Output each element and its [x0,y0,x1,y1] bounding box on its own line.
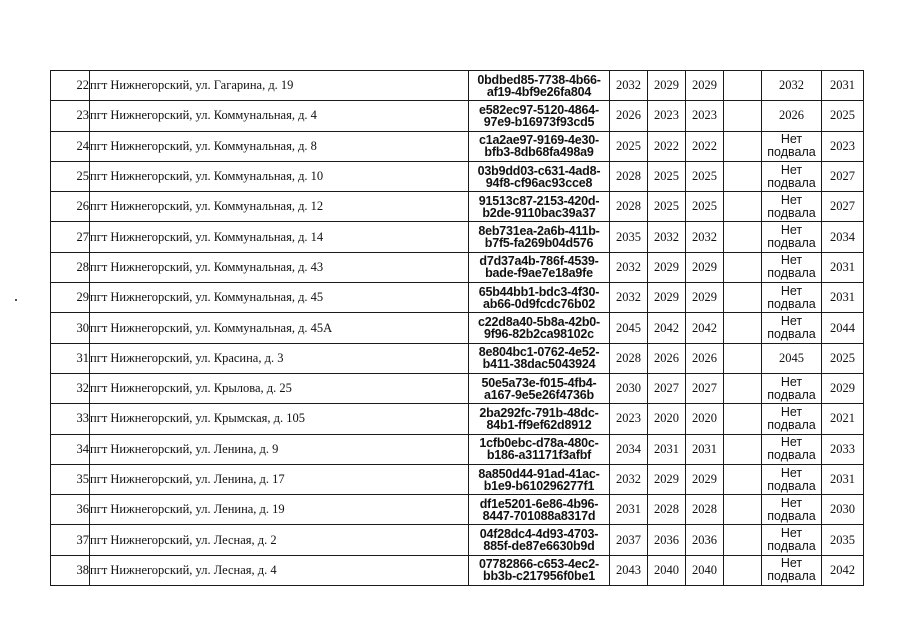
basement-cell [762,343,822,373]
basement-cell [762,434,822,464]
basement-line-1: Нет [780,465,803,480]
building-id-cell [469,434,610,464]
building-id-cell [469,343,610,373]
building-id-part-1: 8e804bc1-0762-4e52- [478,345,600,360]
year-cell-2: 2040 [648,555,686,585]
year-cell-6: 2025 [822,101,864,131]
year-cell-2: 2020 [648,404,686,434]
row-number: 22 [51,71,90,101]
address-cell: пгт Нижнегорский, ул. Крымская, д. 105 [90,404,469,434]
basement-line-1: Нет [780,404,803,419]
row-number: 30 [51,313,90,343]
basement-line-1: Нет [780,495,803,510]
year-cell-1: 2030 [610,373,648,403]
year-cell-2: 2036 [648,525,686,555]
year-cell-6: 2042 [822,555,864,585]
row-number: 35 [51,464,90,494]
address-cell: пгт Нижнегорский, ул. Коммунальная, д. 45 [90,283,469,313]
building-id-part-2: bfb3-8db68fa498a9 [484,145,594,160]
year-cell-2: 2022 [648,131,686,161]
basement-line-1: Нет [780,526,803,541]
year-cell-4 [724,283,762,313]
basement-line-2: подвала [767,327,816,342]
year-cell-6: 2035 [822,525,864,555]
year-cell-3: 2022 [686,131,724,161]
basement-cell [762,222,822,252]
basement-line-2: подвала [767,387,816,402]
address-cell: пгт Нижнегорский, ул. Ленина, д. 17 [90,464,469,494]
address-cell: пгт Нижнегорский, ул. Коммунальная, д. 10 [90,161,469,191]
building-id-part-1: 8a850d44-91ad-41ac- [478,466,600,481]
row-number: 28 [51,252,90,282]
year-cell-6: 2033 [822,434,864,464]
table-row [51,434,864,464]
year-cell-3: 2028 [686,495,724,525]
year-cell-4 [724,252,762,282]
year-cell-4 [724,161,762,191]
year-cell-4 [724,131,762,161]
year-cell-3: 2031 [686,434,724,464]
basement-line-1: 2032 [779,78,804,93]
year-cell-6: 2023 [822,131,864,161]
year-cell-6: 2027 [822,161,864,191]
building-id-cell [469,131,610,161]
year-cell-2: 2029 [648,252,686,282]
building-id-part-2: b186-a31171f3afbf [486,448,592,463]
building-id-cell [469,373,610,403]
basement-cell [762,161,822,191]
address-cell: пгт Нижнегорский, ул. Коммунальная, д. 8 [90,131,469,161]
row-number: 25 [51,161,90,191]
basement-line-2: подвала [767,508,816,523]
table-row [51,192,864,222]
row-number: 33 [51,404,90,434]
address-cell: пгт Нижнегорский, ул. Лесная, д. 2 [90,525,469,555]
building-id-part-1: e582ec97-5120-4864- [479,102,599,117]
table-row [51,404,864,434]
building-id-part-1: 2ba292fc-791b-48dc- [479,405,599,420]
row-number: 38 [51,555,90,585]
year-cell-2: 2023 [648,101,686,131]
year-cell-4 [724,555,762,585]
address-cell: пгт Нижнегорский, ул. Коммунальная, д. 12 [90,192,469,222]
year-cell-6: 2029 [822,373,864,403]
table-row [51,343,864,373]
row-number: 31 [51,343,90,373]
address-cell: пгт Нижнегорский, ул. Коммунальная, д. 45А [90,313,469,343]
row-number: 34 [51,434,90,464]
year-cell-2: 2029 [648,71,686,101]
address-cell: пгт Нижнегорский, ул. Коммунальная, д. 14 [90,222,469,252]
year-cell-3: 2040 [686,555,724,585]
year-cell-1: 2045 [610,313,648,343]
basement-line-1: Нет [780,162,803,177]
table-row [51,252,864,282]
building-id-cell [469,161,610,191]
year-cell-4 [724,373,762,403]
year-cell-3: 2026 [686,343,724,373]
year-cell-3: 2029 [686,252,724,282]
basement-line-2: подвала [767,417,816,432]
housing-registry-table [50,70,864,586]
row-number: 24 [51,131,90,161]
basement-cell [762,464,822,494]
basement-line-1: Нет [780,192,803,207]
year-cell-1: 2037 [610,525,648,555]
year-cell-3: 2025 [686,192,724,222]
year-cell-6: 2044 [822,313,864,343]
building-id-cell [469,404,610,434]
year-cell-3: 2029 [686,283,724,313]
basement-cell [762,404,822,434]
building-id-part-2: 8447-701088a8317d [482,508,596,523]
basement-line-1: Нет [780,556,803,571]
year-cell-6: 2027 [822,192,864,222]
building-id-part-2: 94f8-cf96ac93cce8 [485,175,593,190]
year-cell-4 [724,434,762,464]
year-cell-2: 2029 [648,283,686,313]
building-id-part-2: ab66-0d9fcdc76b02 [483,296,595,311]
building-id-cell [469,252,610,282]
table-row [51,101,864,131]
year-cell-1: 2032 [610,283,648,313]
year-cell-1: 2028 [610,343,648,373]
address-cell: пгт Нижнегорский, ул. Ленина, д. 19 [90,495,469,525]
building-id-part-1: c1a2ae97-9169-4e30- [479,133,599,148]
year-cell-2: 2026 [648,343,686,373]
basement-cell [762,313,822,343]
basement-cell [762,101,822,131]
year-cell-6: 2031 [822,71,864,101]
basement-line-1: Нет [780,374,803,389]
year-cell-2: 2032 [648,222,686,252]
row-number: 37 [51,525,90,555]
year-cell-4 [724,313,762,343]
table-row [51,555,864,585]
basement-cell [762,192,822,222]
table-row [51,71,864,101]
address-cell: пгт Нижнегорский, ул. Гагарина, д. 19 [90,71,469,101]
year-cell-2: 2029 [648,464,686,494]
basement-line-1: 2045 [779,350,804,365]
building-id-part-1: 8eb731ea-2a6b-411b- [478,224,600,239]
basement-line-2: подвала [767,296,816,311]
building-id-part-2: 84b1-ff9ef62d8912 [486,417,592,432]
basement-line-1: Нет [780,223,803,238]
building-id-part-2: b411-38dac5043924 [482,357,596,372]
year-cell-1: 2031 [610,495,648,525]
year-cell-6: 2021 [822,404,864,434]
row-number: 36 [51,495,90,525]
basement-line-2: подвала [767,266,816,281]
basement-line-2: подвала [767,478,816,493]
building-id-part-2: b1e9-b610296277f1 [483,478,595,493]
basement-line-2: подвала [767,145,816,160]
year-cell-4 [724,343,762,373]
basement-cell [762,131,822,161]
basement-cell [762,555,822,585]
building-id-part-1: 50e5a73e-f015-4fb4- [481,375,597,390]
building-id-part-2: af19-4bf9e26fa804 [486,84,592,99]
year-cell-4 [724,71,762,101]
year-cell-2: 2031 [648,434,686,464]
building-id-part-2: a167-9e5e26f4736b [484,387,594,402]
building-id-cell [469,464,610,494]
year-cell-1: 2034 [610,434,648,464]
year-cell-1: 2043 [610,555,648,585]
year-cell-4 [724,495,762,525]
basement-line-1: 2026 [779,108,804,123]
basement-cell [762,373,822,403]
year-cell-1: 2028 [610,161,648,191]
year-cell-4 [724,525,762,555]
building-id-part-1: 91513c87-2153-420d- [478,193,600,208]
year-cell-1: 2032 [610,464,648,494]
row-number: 29 [51,283,90,313]
table-row [51,464,864,494]
year-cell-1: 2028 [610,192,648,222]
year-cell-3: 2020 [686,404,724,434]
year-cell-2: 2042 [648,313,686,343]
year-cell-2: 2028 [648,495,686,525]
address-cell: пгт Нижнегорский, ул. Красина, д. 3 [90,343,469,373]
basement-cell [762,495,822,525]
building-id-part-1: 04f28dc4-4d93-4703- [479,527,599,542]
row-number: 27 [51,222,90,252]
basement-line-1: Нет [780,283,803,298]
table-row [51,313,864,343]
building-id-part-1: df1e5201-6e86-4b96- [479,496,599,511]
basement-line-1: Нет [780,253,803,268]
table-row [51,495,864,525]
stray-mark [15,299,17,301]
building-id-part-2: b7f5-fa269b04d576 [484,236,594,251]
building-id-part-2: 9f96-82b2ca98102c [484,327,594,342]
year-cell-1: 2026 [610,101,648,131]
year-cell-4 [724,192,762,222]
building-id-cell [469,525,610,555]
address-cell: пгт Нижнегорский, ул. Крылова, д. 25 [90,373,469,403]
year-cell-6: 2031 [822,283,864,313]
building-id-part-1: c22d8a40-5b8a-42b0- [478,315,600,330]
basement-line-2: подвала [767,539,816,554]
year-cell-4 [724,464,762,494]
year-cell-3: 2023 [686,101,724,131]
building-id-cell [469,192,610,222]
basement-cell [762,283,822,313]
address-cell: пгт Нижнегорский, ул. Коммунальная, д. 4 [90,101,469,131]
year-cell-4 [724,404,762,434]
building-id-cell [469,71,610,101]
year-cell-6: 2034 [822,222,864,252]
building-id-part-2: bb3b-c217956f0be1 [483,569,595,584]
table-row [51,222,864,252]
basement-cell [762,71,822,101]
year-cell-2: 2027 [648,373,686,403]
table-row [51,161,864,191]
basement-line-2: подвала [767,569,816,584]
building-id-part-1: 1cfb0ebc-d78a-480c- [479,436,599,451]
table-row [51,525,864,555]
row-number: 23 [51,101,90,131]
basement-line-2: подвала [767,175,816,190]
building-id-part-2: 97e9-b16973f93cd5 [483,114,595,129]
building-id-part-1: 03b9dd03-c631-4ad8- [477,163,601,178]
year-cell-1: 2032 [610,71,648,101]
row-number: 26 [51,192,90,222]
building-id-part-1: 65b44bb1-bdc3-4f30- [478,284,600,299]
building-id-part-2: 885f-de87e6630b9d [483,539,595,554]
year-cell-1: 2035 [610,222,648,252]
building-id-cell [469,101,610,131]
basement-cell [762,525,822,555]
basement-line-2: подвала [767,236,816,251]
building-id-cell [469,555,610,585]
year-cell-2: 2025 [648,192,686,222]
building-id-part-1: 0bdbed85-7738-4b66- [477,72,601,87]
year-cell-4 [724,222,762,252]
table-row [51,131,864,161]
building-id-cell [469,495,610,525]
table-row [51,373,864,403]
address-cell: пгт Нижнегорский, ул. Ленина, д. 9 [90,434,469,464]
year-cell-1: 2032 [610,252,648,282]
year-cell-3: 2036 [686,525,724,555]
building-id-cell [469,222,610,252]
basement-line-2: подвала [767,205,816,220]
basement-line-2: подвала [767,448,816,463]
year-cell-3: 2029 [686,71,724,101]
year-cell-6: 2031 [822,464,864,494]
year-cell-3: 2029 [686,464,724,494]
address-cell: пгт Нижнегорский, ул. Коммунальная, д. 43 [90,252,469,282]
basement-cell [762,252,822,282]
building-id-part-1: 07782866-c653-4ec2- [479,557,599,572]
basement-line-1: Нет [780,314,803,329]
table-row [51,283,864,313]
basement-line-1: Нет [780,435,803,450]
building-id-part-2: b2de-9110bac39a37 [482,205,596,220]
building-id-cell [469,313,610,343]
year-cell-6: 2031 [822,252,864,282]
table-body [51,71,864,586]
building-id-part-2: bade-f9ae7e18a9fe [485,266,593,281]
year-cell-3: 2032 [686,222,724,252]
year-cell-3: 2042 [686,313,724,343]
year-cell-6: 2030 [822,495,864,525]
basement-line-1: Нет [780,132,803,147]
year-cell-1: 2023 [610,404,648,434]
year-cell-3: 2027 [686,373,724,403]
year-cell-1: 2025 [610,131,648,161]
building-id-part-1: d7d37a4b-786f-4539- [479,254,599,269]
row-number: 32 [51,373,90,403]
year-cell-6: 2025 [822,343,864,373]
year-cell-3: 2025 [686,161,724,191]
building-id-cell [469,283,610,313]
address-cell: пгт Нижнегорский, ул. Лесная, д. 4 [90,555,469,585]
year-cell-2: 2025 [648,161,686,191]
year-cell-4 [724,101,762,131]
